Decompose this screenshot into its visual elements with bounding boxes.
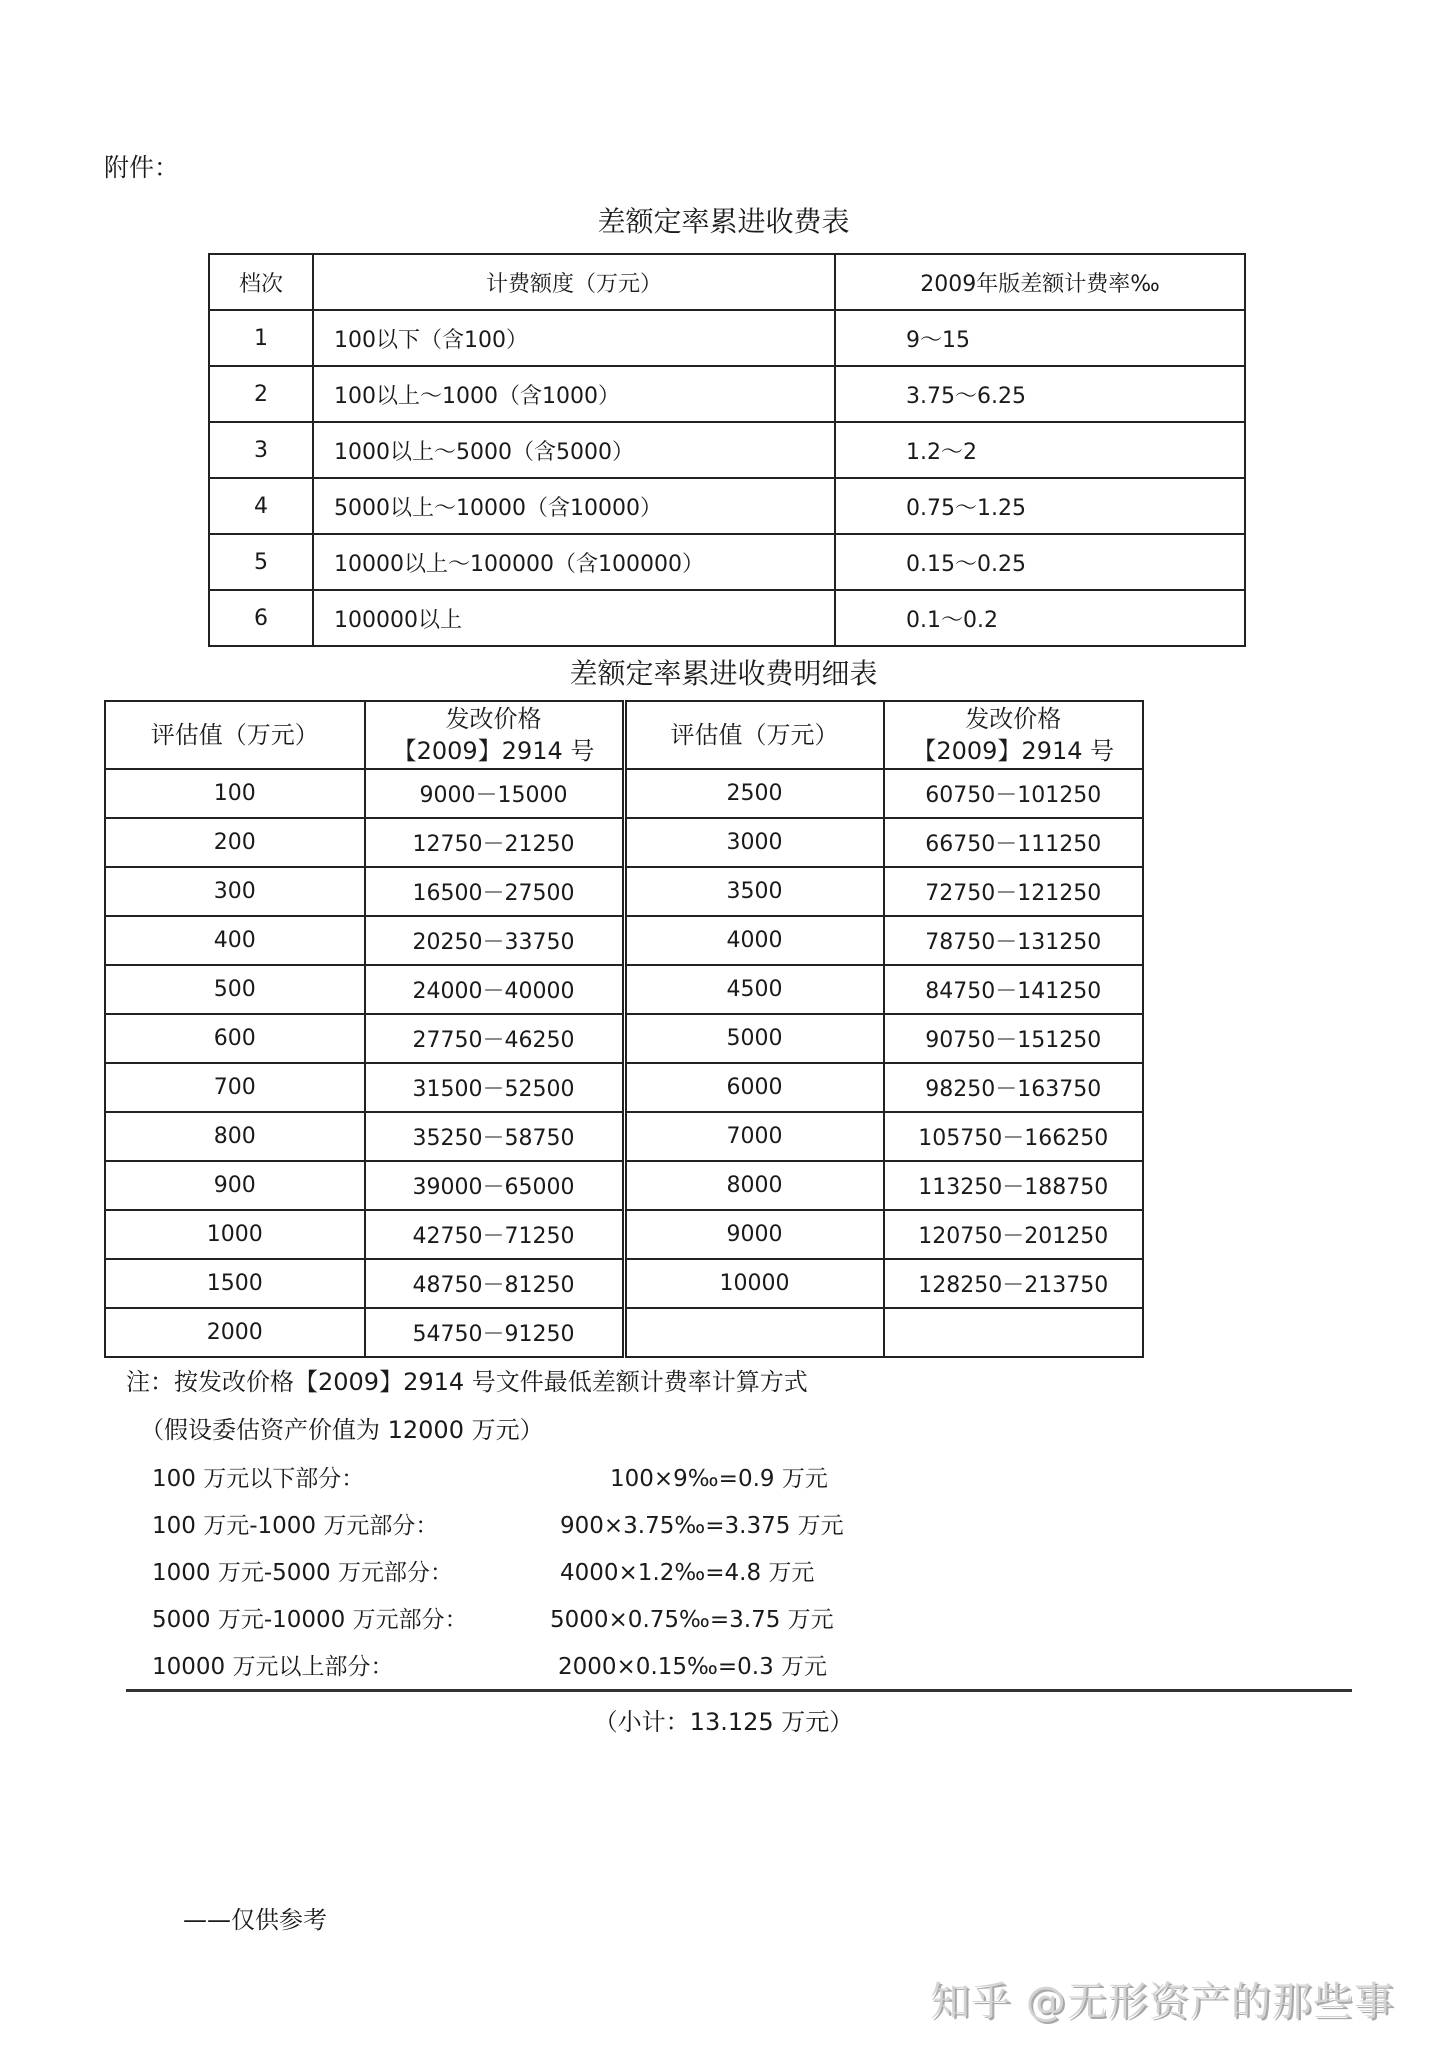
table-row — [105, 965, 1143, 1014]
table-row — [209, 422, 1245, 478]
fee-range-cell: 90750－151250 — [884, 1014, 1144, 1063]
amount-cell: 1000以上～5000（含5000） — [313, 422, 835, 478]
tier-cell: 4 — [209, 478, 313, 534]
fee-range-cell: 12750－21250 — [365, 818, 625, 867]
reference-note: ——仅供参考 — [183, 1906, 327, 1934]
calc-label: 100 万元以下部分： — [152, 1466, 365, 1492]
table-row — [105, 867, 1143, 916]
column-header-amount: 计费额度（万元） — [313, 254, 835, 310]
valuation-cell: 300 — [105, 867, 365, 916]
fee-range-cell: 98250－163750 — [884, 1063, 1144, 1112]
calc-value: 4000×1.2‰=4.8 万元 — [560, 1560, 815, 1586]
header-line2: 【2009】2914 号 — [912, 737, 1115, 765]
fee-range-cell: 48750－81250 — [365, 1259, 625, 1308]
fee-range-cell: 78750－131250 — [884, 916, 1144, 965]
valuation-cell: 7000 — [624, 1112, 884, 1161]
fee-range-cell: 105750－166250 — [884, 1112, 1144, 1161]
tier-cell: 1 — [209, 310, 313, 366]
fee-range-cell: 128250－213750 — [884, 1259, 1144, 1308]
tier-cell: 5 — [209, 534, 313, 590]
fee-range-cell: 42750－71250 — [365, 1210, 625, 1259]
amount-cell: 5000以上～10000（含10000） — [313, 478, 835, 534]
header-line1: 发改价格 — [445, 705, 542, 733]
fee-range-cell: 84750－141250 — [884, 965, 1144, 1014]
valuation-cell: 500 — [105, 965, 365, 1014]
fee-rate-table — [208, 253, 1246, 647]
header-line1: 发改价格 — [965, 705, 1062, 733]
fee-range-cell: 27750－46250 — [365, 1014, 625, 1063]
valuation-cell: 8000 — [624, 1161, 884, 1210]
rate-cell: 0.15～0.25 — [835, 534, 1245, 590]
amount-cell: 100000以上 — [313, 590, 835, 646]
calc-value: 900×3.75‰=3.375 万元 — [560, 1513, 844, 1539]
table-row — [209, 534, 1245, 590]
table-row — [105, 818, 1143, 867]
subtotal: （小计：13.125 万元） — [593, 1708, 854, 1736]
detail-table-title: 差额定率累进收费明细表 — [569, 657, 878, 690]
rate-cell: 1.2～2 — [835, 422, 1245, 478]
attachment-label: 附件： — [104, 153, 180, 182]
valuation-cell: 400 — [105, 916, 365, 965]
fee-range-cell: 60750－101250 — [884, 769, 1144, 818]
divider — [126, 1689, 1352, 1692]
fee-range-cell: 16500－27500 — [365, 867, 625, 916]
amount-cell: 100以下（含100） — [313, 310, 835, 366]
table-row — [105, 1308, 1143, 1357]
fee-range-cell: 113250－188750 — [884, 1161, 1144, 1210]
fee-table-title: 差额定率累进收费表 — [597, 205, 850, 238]
valuation-cell: 9000 — [624, 1210, 884, 1259]
calc-label: 1000 万元-5000 万元部分： — [152, 1560, 453, 1586]
header-line2: 【2009】2914 号 — [392, 737, 595, 765]
tier-cell: 2 — [209, 366, 313, 422]
table-row — [105, 1259, 1143, 1308]
calc-label: 100 万元-1000 万元部分： — [152, 1513, 439, 1539]
valuation-cell: 5000 — [624, 1014, 884, 1063]
table-row — [105, 1210, 1143, 1259]
rate-cell: 3.75～6.25 — [835, 366, 1245, 422]
rate-cell: 9～15 — [835, 310, 1245, 366]
note-title: 注：按发改价格【2009】2914 号文件最低差额计费率计算方式 — [126, 1368, 808, 1396]
column-header-fee-left — [365, 701, 625, 769]
valuation-cell: 200 — [105, 818, 365, 867]
fee-range-cell: 20250－33750 — [365, 916, 625, 965]
fee-range-cell: 54750－91250 — [365, 1308, 625, 1357]
fee-detail-table — [104, 700, 1144, 1358]
fee-range-cell: 35250－58750 — [365, 1112, 625, 1161]
calc-value: 100×9‰=0.9 万元 — [610, 1466, 828, 1492]
valuation-cell: 6000 — [624, 1063, 884, 1112]
fee-range-cell: 9000－15000 — [365, 769, 625, 818]
valuation-cell: 10000 — [624, 1259, 884, 1308]
column-header-fee-right — [884, 701, 1144, 769]
valuation-cell — [624, 1308, 884, 1357]
valuation-cell: 2500 — [624, 769, 884, 818]
table-row — [105, 916, 1143, 965]
table-row — [105, 1063, 1143, 1112]
fee-range-cell: 66750－111250 — [884, 818, 1144, 867]
rate-cell: 0.75～1.25 — [835, 478, 1245, 534]
calc-value: 5000×0.75‰=3.75 万元 — [550, 1607, 834, 1633]
table-row — [209, 590, 1245, 646]
valuation-cell: 2000 — [105, 1308, 365, 1357]
table-row — [209, 366, 1245, 422]
fee-range-cell: 39000－65000 — [365, 1161, 625, 1210]
note-assumption: （假设委估资产价值为 12000 万元） — [140, 1416, 544, 1444]
column-header-valuation-right: 评估值（万元） — [624, 701, 884, 769]
fee-range-cell: 72750－121250 — [884, 867, 1144, 916]
fee-range-cell: 24000－40000 — [365, 965, 625, 1014]
table-row — [209, 478, 1245, 534]
column-header-valuation-left: 评估值（万元） — [105, 701, 365, 769]
fee-range-cell — [884, 1308, 1144, 1357]
calc-label: 10000 万元以上部分： — [152, 1654, 394, 1680]
column-header-rate: 2009年版差额计费率‰ — [835, 254, 1245, 310]
rate-cell: 0.1～0.2 — [835, 590, 1245, 646]
valuation-cell: 4000 — [624, 916, 884, 965]
fee-range-cell: 31500－52500 — [365, 1063, 625, 1112]
watermark: 知乎 @无形资产的那些事 — [930, 1979, 1395, 2025]
valuation-cell: 3000 — [624, 818, 884, 867]
valuation-cell: 700 — [105, 1063, 365, 1112]
tier-cell: 3 — [209, 422, 313, 478]
tier-cell: 6 — [209, 590, 313, 646]
table-row — [105, 1161, 1143, 1210]
valuation-cell: 100 — [105, 769, 365, 818]
valuation-cell: 600 — [105, 1014, 365, 1063]
table-header-row — [105, 701, 1143, 769]
fee-range-cell: 120750－201250 — [884, 1210, 1144, 1259]
column-header-tier: 档次 — [209, 254, 313, 310]
table-header-row — [209, 254, 1245, 310]
amount-cell: 100以上～1000（含1000） — [313, 366, 835, 422]
valuation-cell: 800 — [105, 1112, 365, 1161]
table-row — [209, 310, 1245, 366]
table-row — [105, 769, 1143, 818]
table-row — [105, 1112, 1143, 1161]
table-row — [105, 1014, 1143, 1063]
amount-cell: 10000以上～100000（含100000） — [313, 534, 835, 590]
calc-value: 2000×0.15‰=0.3 万元 — [558, 1654, 828, 1680]
valuation-cell: 900 — [105, 1161, 365, 1210]
valuation-cell: 3500 — [624, 867, 884, 916]
calc-label: 5000 万元-10000 万元部分： — [152, 1607, 468, 1633]
valuation-cell: 1500 — [105, 1259, 365, 1308]
valuation-cell: 1000 — [105, 1210, 365, 1259]
valuation-cell: 4500 — [624, 965, 884, 1014]
